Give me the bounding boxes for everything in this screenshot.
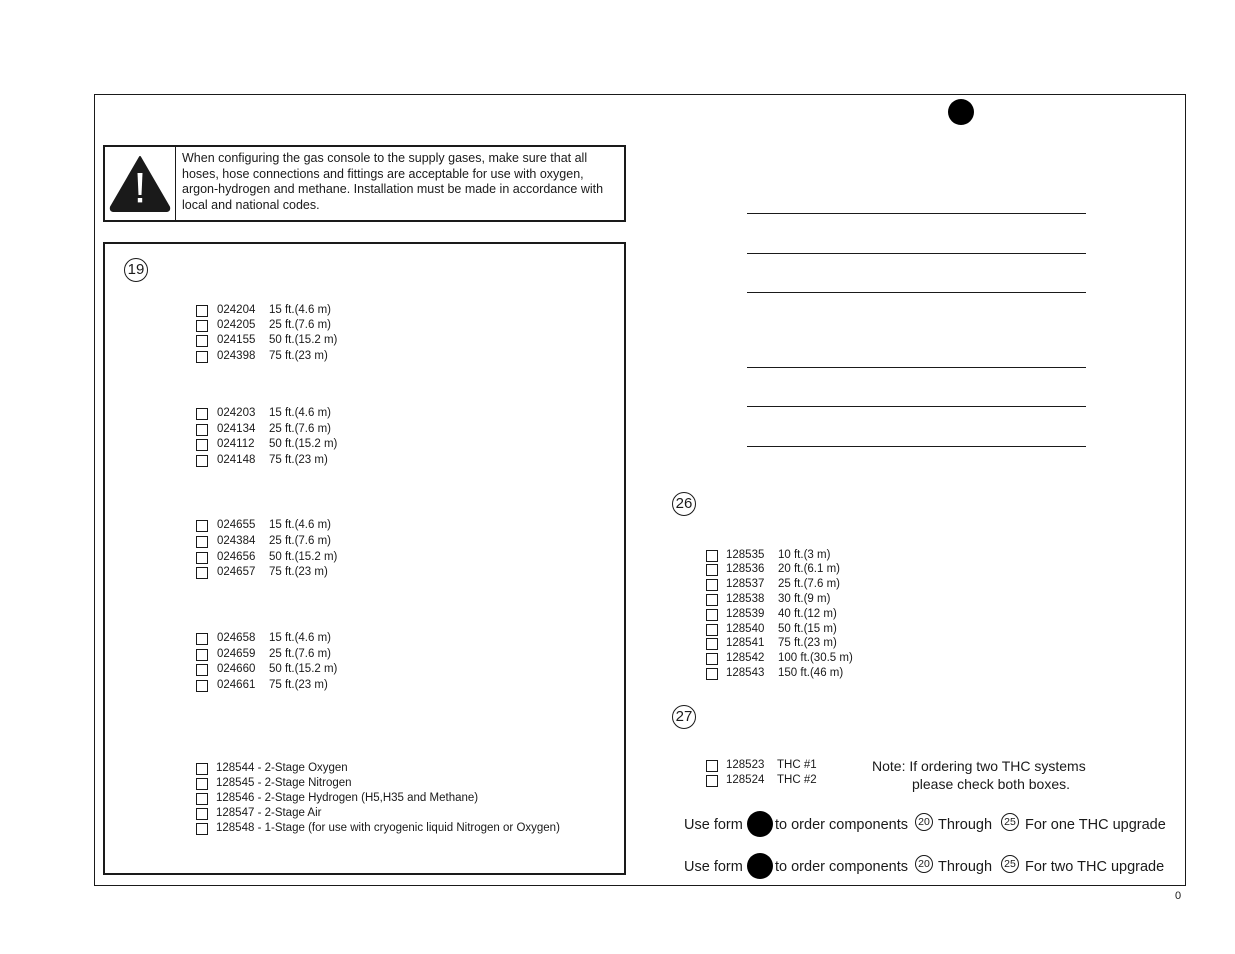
hose-length: 50 ft.(15.2 m) (269, 438, 338, 450)
checkbox[interactable] (196, 520, 208, 532)
checkbox[interactable] (706, 594, 718, 606)
hose-length: 15 ft.(4.6 m) (269, 304, 331, 316)
part-number: 024205 (217, 319, 256, 331)
cable-length: 50 ft.(15 m) (778, 623, 837, 635)
list-item[interactable] (196, 518, 396, 533)
hose-length: 25 ft.(7.6 m) (269, 535, 331, 547)
thc-note-line-2: please check both boxes. (912, 776, 1070, 792)
part-number: 128539 (726, 608, 765, 620)
checkbox[interactable] (196, 823, 208, 835)
cable-length: 25 ft.(7.6 m) (778, 578, 840, 590)
list-item[interactable] (196, 453, 396, 468)
list-item[interactable] (706, 651, 886, 666)
checkbox[interactable] (196, 408, 208, 420)
checkbox[interactable] (706, 760, 718, 772)
blank-line (747, 292, 1086, 293)
list-item[interactable] (196, 318, 396, 333)
blank-line (747, 367, 1086, 368)
section-number-19: 19 (124, 258, 148, 282)
thc-label: THC #1 (777, 759, 817, 771)
part-number: 024112 (217, 438, 255, 450)
list-item[interactable] (196, 550, 396, 565)
part-number: 128535 (726, 549, 765, 561)
part-number: 024655 (217, 519, 256, 531)
cable-length: 30 ft.(9 m) (778, 593, 831, 605)
part-number: 024398 (217, 350, 256, 362)
form-suffix: For one THC upgrade (1025, 817, 1166, 833)
checkbox[interactable] (706, 624, 718, 636)
list-item[interactable] (706, 562, 886, 577)
form-to-number: 25 (1001, 813, 1019, 831)
cable-length: 20 ft.(6.1 m) (778, 563, 840, 575)
warning-text: When configuring the gas console to the supply gases, make sure that all hoses, hose connections and fittings are acceptable for use with oxygen, argon-hydrogen and methane. Installation must be made in accordance with local and national codes. (182, 151, 604, 212)
list-item[interactable] (196, 806, 616, 821)
list-item[interactable] (196, 647, 396, 662)
checkbox[interactable] (196, 536, 208, 548)
part-number: 128540 (726, 623, 765, 635)
regulator-label: 128547 - 2-Stage Air (216, 807, 322, 819)
list-item[interactable] (706, 758, 846, 773)
blank-line (747, 253, 1086, 254)
list-item[interactable] (196, 437, 396, 452)
form-from-number: 20 (915, 813, 933, 831)
checkbox[interactable] (196, 778, 208, 790)
cable-length: 40 ft.(12 m) (778, 608, 837, 620)
checkbox[interactable] (706, 638, 718, 650)
blank-line (747, 213, 1086, 214)
part-number: 128542 (726, 652, 765, 664)
form-middle: to order components (775, 817, 908, 833)
list-item[interactable] (196, 791, 616, 806)
part-number: 024661 (217, 679, 256, 691)
list-item[interactable] (196, 349, 396, 364)
checkbox[interactable] (196, 633, 208, 645)
regulator-label: 128546 - 2-Stage Hydrogen (H5,H35 and Methane) (216, 792, 479, 804)
regulator-label: 128548 - 1-Stage (for use with cryogenic liquid Nitrogen or Oxygen) (216, 822, 560, 834)
regulator-label: 128544 - 2-Stage Oxygen (216, 762, 348, 774)
list-item[interactable] (706, 607, 886, 622)
list-item[interactable] (196, 821, 616, 836)
part-number: 128524 (726, 774, 765, 786)
checkbox[interactable] (706, 653, 718, 665)
list-item[interactable] (706, 548, 886, 563)
list-item[interactable] (196, 776, 616, 791)
part-number: 128543 (726, 667, 765, 679)
part-number: 128541 (726, 637, 765, 649)
part-number: 024155 (217, 334, 256, 346)
page-number: 0 (1175, 890, 1182, 902)
checkbox[interactable] (196, 664, 208, 676)
hose-length: 15 ft.(4.6 m) (269, 407, 331, 419)
regulator-label: 128545 - 2-Stage Nitrogen (216, 777, 352, 789)
checkbox[interactable] (196, 439, 208, 451)
list-item[interactable] (706, 666, 886, 681)
list-item[interactable] (196, 406, 396, 421)
hose-length: 25 ft.(7.6 m) (269, 648, 331, 660)
form-prefix: Use form (684, 817, 743, 833)
checkbox[interactable] (196, 552, 208, 564)
form-middle: to order components (775, 859, 908, 875)
part-number: 024657 (217, 566, 256, 578)
cable-length: 10 ft.(3 m) (778, 549, 831, 561)
part-number: 024658 (217, 632, 256, 644)
section-number-26: 26 (672, 492, 696, 516)
checkbox[interactable] (196, 455, 208, 467)
form-to-number: 25 (1001, 855, 1019, 873)
checkbox[interactable] (196, 351, 208, 363)
blank-line (747, 446, 1086, 447)
hose-length: 25 ft.(7.6 m) (269, 319, 331, 331)
list-item[interactable] (196, 534, 396, 549)
form-prefix: Use form (684, 859, 743, 875)
part-number: 128537 (726, 578, 765, 590)
part-number: 024659 (217, 648, 256, 660)
warning-divider (175, 145, 176, 222)
form-through: Through (938, 859, 993, 875)
form-suffix: For two THC upgrade (1025, 859, 1165, 875)
checkbox[interactable] (196, 649, 208, 661)
list-item[interactable] (706, 622, 886, 637)
checkbox[interactable] (196, 424, 208, 436)
hose-length: 50 ft.(15.2 m) (269, 334, 338, 346)
part-number: 024134 (217, 423, 256, 435)
checkbox[interactable] (196, 793, 208, 805)
list-item[interactable] (196, 333, 396, 348)
checkbox[interactable] (196, 305, 208, 317)
checkbox[interactable] (196, 567, 208, 579)
list-item[interactable] (706, 773, 846, 788)
top-marker-dot (948, 99, 974, 125)
cable-length: 150 ft.(46 m) (778, 667, 844, 679)
section-number-27: 27 (672, 705, 696, 729)
form-from-number: 20 (915, 855, 933, 873)
form-marker-dot (747, 853, 773, 879)
list-item[interactable] (196, 678, 396, 693)
list-item[interactable] (706, 577, 886, 592)
warning-exclamation-icon (109, 155, 171, 213)
blank-line (747, 406, 1086, 407)
checkbox[interactable] (706, 775, 718, 787)
list-item[interactable] (706, 592, 886, 607)
list-item[interactable] (196, 761, 616, 776)
part-number: 024204 (217, 304, 256, 316)
hose-length: 15 ft.(4.6 m) (269, 632, 331, 644)
cable-length: 75 ft.(23 m) (778, 637, 837, 649)
checkbox[interactable] (196, 335, 208, 347)
hose-length: 75 ft.(23 m) (269, 454, 328, 466)
part-number: 024384 (217, 535, 256, 547)
checkbox[interactable] (196, 320, 208, 332)
part-number: 024660 (217, 663, 256, 675)
list-item[interactable] (196, 565, 396, 580)
list-item[interactable] (196, 631, 396, 646)
part-number: 128536 (726, 563, 765, 575)
thc-label: THC #2 (777, 774, 817, 786)
part-number: 024203 (217, 407, 256, 419)
checkbox[interactable] (706, 550, 718, 562)
part-number: 024148 (217, 454, 256, 466)
form-through: Through (938, 817, 993, 833)
hose-length: 15 ft.(4.6 m) (269, 519, 331, 531)
list-item[interactable] (196, 422, 396, 437)
checkbox[interactable] (196, 808, 208, 820)
list-item[interactable] (706, 636, 886, 651)
thc-note-line-1: Note: If ordering two THC systems (872, 758, 1086, 774)
hose-length: 75 ft.(23 m) (269, 350, 328, 362)
checkbox[interactable] (196, 763, 208, 775)
cable-length: 100 ft.(30.5 m) (778, 652, 853, 664)
checkbox[interactable] (706, 579, 718, 591)
list-item[interactable] (196, 662, 396, 677)
hose-length: 50 ft.(15.2 m) (269, 551, 338, 563)
checkbox[interactable] (706, 564, 718, 576)
list-item[interactable] (196, 303, 396, 318)
part-number: 128523 (726, 759, 765, 771)
form-marker-dot (747, 811, 773, 837)
checkbox[interactable] (706, 609, 718, 621)
part-number: 128538 (726, 593, 765, 605)
hose-length: 75 ft.(23 m) (269, 679, 328, 691)
checkbox[interactable] (196, 680, 208, 692)
checkbox[interactable] (706, 668, 718, 680)
hose-length: 75 ft.(23 m) (269, 566, 328, 578)
hose-length: 25 ft.(7.6 m) (269, 423, 331, 435)
hose-length: 50 ft.(15.2 m) (269, 663, 338, 675)
part-number: 024656 (217, 551, 256, 563)
